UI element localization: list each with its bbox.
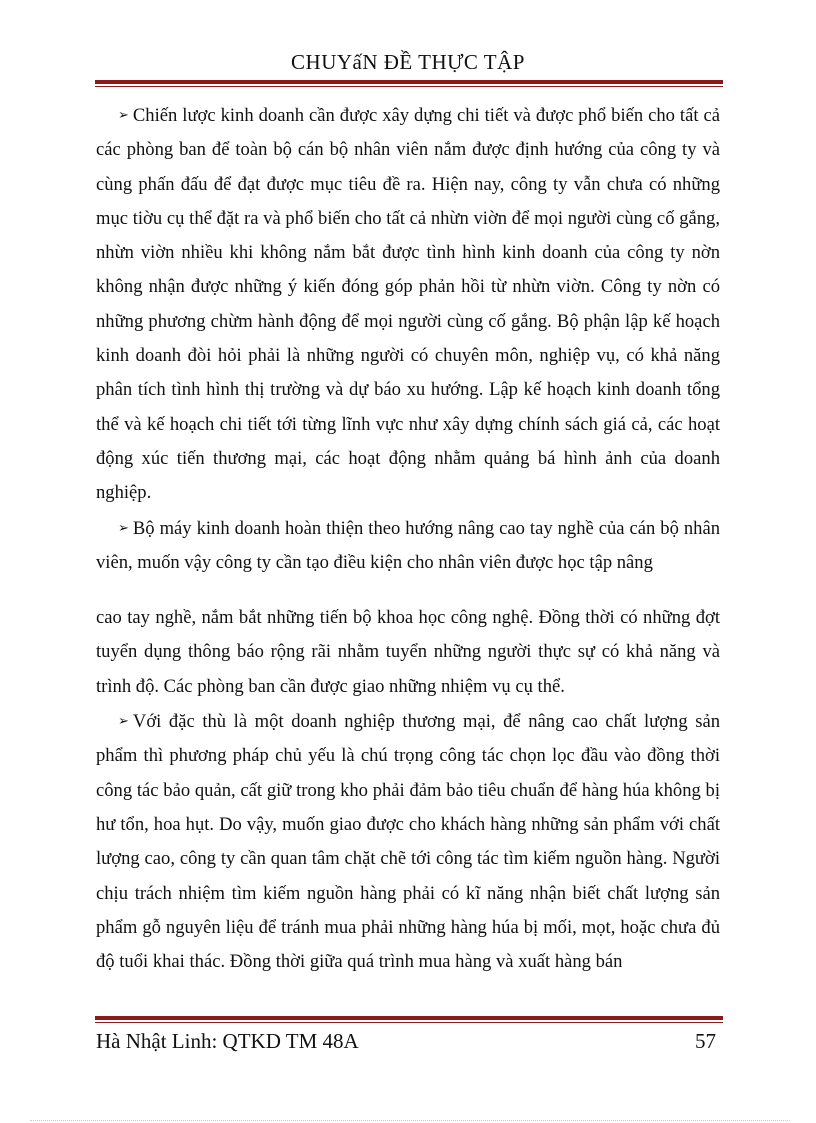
header-rule-thick xyxy=(95,80,723,84)
footer-rule-thick xyxy=(95,1016,723,1020)
paragraph-text: cao tay nghề, nắm bắt những tiến bộ khoa học công nghệ. Đồng thời có những đợt tuyển dụng thông báo rộng rãi nhằm tuyển những người thực sự có khả năng và trình độ. Các phòng ban cần được giao những nhiệm vụ cụ thể. xyxy=(96,607,720,697)
document-body xyxy=(96,98,720,979)
document-header-title: CHUYấN ĐỀ THỰC TẬP xyxy=(291,50,525,74)
arrowhead-bullet-icon: ➢ xyxy=(118,713,129,729)
paragraph-text: Bộ máy kinh doanh hoàn thiện theo hướng nâng cao tay nghề của cán bộ nhân viên, muốn vậy công ty cần tạo điều kiện cho nhân viên được học tập nâng xyxy=(96,517,720,573)
paragraph-continuation xyxy=(96,601,720,704)
paragraph xyxy=(96,511,720,581)
page-edge-dotted-line xyxy=(30,1120,790,1121)
paragraph-gap xyxy=(96,580,720,601)
footer-rule-thin xyxy=(95,1022,723,1023)
paragraph-text: Chiến lược kinh doanh cần được xây dựng chi tiết và được phổ biến cho tất cả các phòng ban để toàn bộ cán bộ nhân viên nắm được định hướng của công ty và cùng phấn đấu để đạt được mục tiêu đề ra. Hiện nay, công ty vẫn chưa có những mục tiờu cụ thể đặt ra và phổ biến cho tất cả nhừn viờn để mọi người cùng cố gắng, nhừn viờn nhiều khi không nắm bắt được tình hình kinh doanh của công ty nờn không nhận được những ý kiến đóng góp phản hồi từ nhừn viờn. Công ty nờn có những phương chừm hành động để mọi người cùng cố gắng. Bộ phận lập kế hoạch kinh doanh đòi hỏi phải là những người có chuyên môn, nghiệp vụ, có khả năng phân tích tình hình thị trường và dự báo xu hướng. Lập kế hoạch kinh doanh tổng thể và kế hoạch chi tiết tới từng lĩnh vực như xây dựng chính sách giá cả, các hoạt động xúc tiến thương mại, các hoạt động nhằm quảng bá hình ảnh của doanh nghiệp. xyxy=(96,105,720,504)
page-number: 57 xyxy=(695,1029,716,1053)
arrowhead-bullet-icon: ➢ xyxy=(118,519,129,535)
paragraph xyxy=(96,98,720,511)
paragraph-text: Với đặc thù là một doanh nghiệp thương mại, để nâng cao chất lượng sản phẩm thì phương pháp chủ yếu là chú trọng công tác chọn lọc đầu vào đồng thời công tác bảo quản, cất giữ trong kho phải đảm bảo tiêu chuẩn để hàng húa không bị hư tổn, hoa hụt. Do vậy, muốn giao được cho khách hàng những sản phẩm với chất lượng cao, công ty cần quan tâm chặt chẽ tới công tác tìm kiếm nguồn hàng. Người chịu trách nhiệm tìm kiếm nguồn hàng phải có kĩ năng nhận biết chất lượng sản phẩm gỗ nguyên liệu để tránh mua phải những hàng húa bị mối, mọt, hoặc chưa đủ độ tuổi khai thác. Đồng thời giữa quá trình mua hàng và xuất hàng bán xyxy=(96,711,720,973)
footer-author: Hà Nhật Linh: QTKD TM 48A xyxy=(96,1029,359,1053)
header-rule-thin xyxy=(95,86,723,87)
paragraph xyxy=(96,704,720,979)
arrowhead-bullet-icon: ➢ xyxy=(118,107,129,122)
